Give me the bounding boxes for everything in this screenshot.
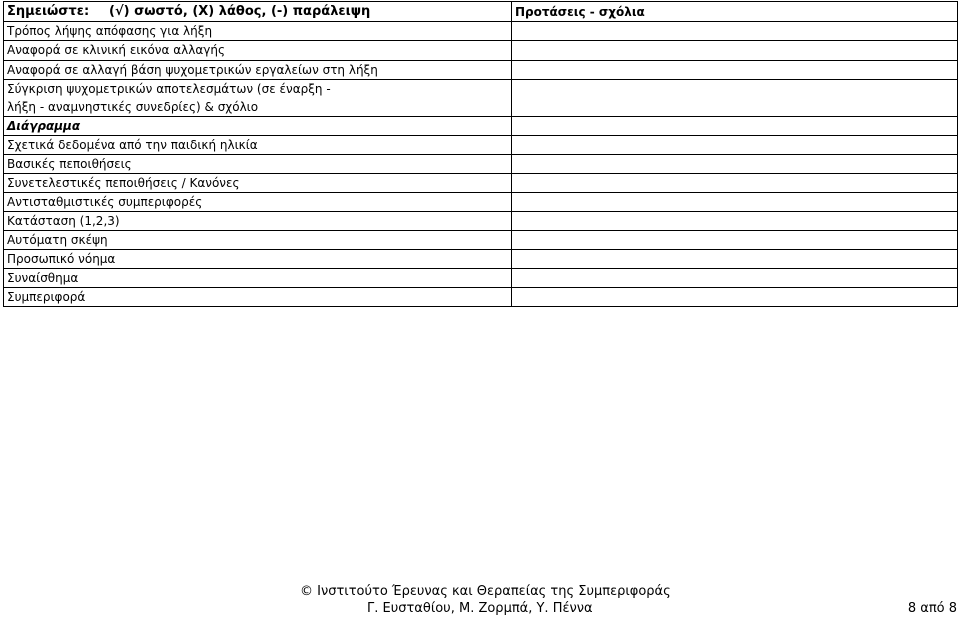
row-label: Συναίσθημα xyxy=(4,269,512,288)
comment-cell[interactable] xyxy=(512,22,958,41)
row-label: Συμπεριφορά xyxy=(4,288,512,307)
row-label: Συνετελεστικές πεποιθήσεις / Κανόνες xyxy=(4,174,512,193)
comment-cell[interactable] xyxy=(512,61,958,80)
row-label: λήξη - αναμνηστικές συνεδρίες) & σχόλιο xyxy=(4,98,512,117)
comment-cell[interactable] xyxy=(512,193,958,212)
table-row xyxy=(4,80,958,99)
table-row xyxy=(4,155,958,174)
row-label: Σχετικά δεδομένα από την παιδική ηλικία xyxy=(4,136,512,155)
comment-cell[interactable] xyxy=(512,231,958,250)
table-row xyxy=(4,117,958,136)
comment-cell[interactable] xyxy=(512,136,958,155)
comment-cell[interactable] xyxy=(512,80,958,117)
header-left-cell xyxy=(4,2,512,22)
comment-cell[interactable] xyxy=(512,41,958,61)
authors-line: Γ. Ευσταθίου, Μ. Ζορμπά, Υ. Πέννα xyxy=(367,601,593,616)
copyright-line: © Ινστιτούτο Έρευνας και Θεραπείας της Συμπεριφοράς xyxy=(300,584,671,599)
table-row xyxy=(4,250,958,269)
table-row xyxy=(4,269,958,288)
comment-cell[interactable] xyxy=(512,174,958,193)
table-row xyxy=(4,174,958,193)
comment-cell[interactable] xyxy=(512,250,958,269)
comment-cell[interactable] xyxy=(512,155,958,174)
row-label: Κατάσταση (1,2,3) xyxy=(4,212,512,231)
table-row xyxy=(4,231,958,250)
comment-cell[interactable] xyxy=(512,212,958,231)
comment-cell[interactable] xyxy=(512,288,958,307)
row-label: Αντισταθμιστικές συμπεριφορές xyxy=(4,193,512,212)
row-label: Αναφορά σε αλλαγή βάση ψυχομετρικών εργαλείων στη λήξη xyxy=(4,61,512,80)
row-label: Σύγκριση ψυχομετρικών αποτελεσμάτων (σε έναρξη - xyxy=(4,80,512,99)
checklist-table xyxy=(3,1,958,307)
header-row xyxy=(4,2,958,22)
table-row xyxy=(4,41,958,61)
table-row xyxy=(4,22,958,41)
page-number: 8 από 8 xyxy=(907,601,957,616)
legend-text: (√) σωστό, (Χ) λάθος, (-) παράλειψη xyxy=(109,4,371,19)
diagram-heading: Διάγραμμα xyxy=(4,117,512,136)
row-label: Αναφορά σε κλινική εικόνα αλλαγής xyxy=(4,41,512,61)
notes-label: Σημειώστε: xyxy=(7,4,90,19)
suggestions-header: Προτάσεις - σχόλια xyxy=(512,2,958,22)
row-label: Αυτόματη σκέψη xyxy=(4,231,512,250)
table-row xyxy=(4,193,958,212)
comment-cell[interactable] xyxy=(512,117,958,136)
row-label: Βασικές πεποιθήσεις xyxy=(4,155,512,174)
table-row xyxy=(4,212,958,231)
table-row xyxy=(4,136,958,155)
comment-cell[interactable] xyxy=(512,269,958,288)
row-label: Προσωπικό νόημα xyxy=(4,250,512,269)
table-row xyxy=(4,288,958,307)
table-row xyxy=(4,61,958,80)
row-label: Τρόπος λήψης απόφασης για λήξη xyxy=(4,22,512,41)
